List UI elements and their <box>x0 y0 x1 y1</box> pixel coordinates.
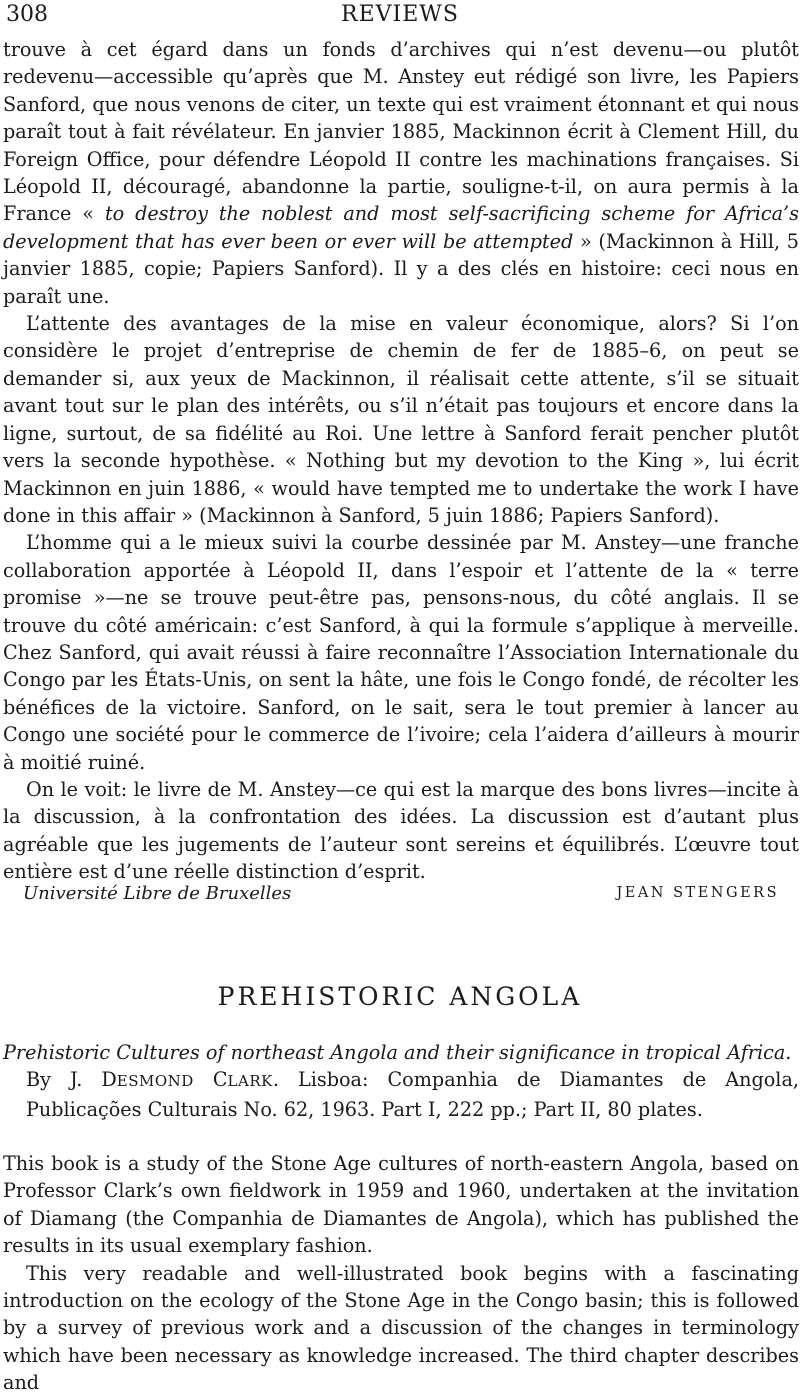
review-2-body <box>3 1150 799 1397</box>
review-1-paragraph-1 <box>3 36 799 310</box>
author-name-smallcaps-2: LARK <box>227 1072 273 1091</box>
book-author <box>70 1068 273 1091</box>
running-header <box>0 0 800 36</box>
english-quotation: to destroy the noblest and most self-sacrificing scheme for Africa’s development that has ever been or ever will be attempted <box>3 202 799 253</box>
author-name-smallcaps-1: ESMOND <box>116 1072 194 1091</box>
book-title: Prehistoric Cultures of northeast Angola and their significance in tropical Africa. <box>3 1041 792 1064</box>
review-1-body <box>3 36 799 886</box>
page-number: 308 <box>6 2 48 27</box>
review-2-paragraph-1: This book is a study of the Stone Age cultures of north-eastern Angola, based on Professor Clark’s own fieldwork in 1959 and 1960, undertaken at the invitation of Diamang (the Companhia de Diamantes de Angola), which has published the results in its usual exemplary fashion. <box>3 1152 799 1258</box>
review-1-paragraph-2: L’attente des avantages de la mise en valeur économique, alors? Si l’on considère le projet d’entreprise de chemin de fer de 1885–6, on peut se demander si, aux yeux de Mackinnon, il réalisait cette attente, s’il se situait avant tout sur le plan des intérêts, ou s’il n’était pas toujours et encore dans la ligne, surtout, de sa fidélité au Roi. Une lettre à Sanford ferait pencher plutôt vers la seconde hypothèse. « Nothing but my devotion to the King », lui écrit Mackinnon en juin 1886, « would have tempted me to undertake the work I have done in this affair » (Mackinnon à Sanford, 5 juin 1886; Papiers Sanford). <box>3 312 799 527</box>
reviewer-affiliation: Université Libre de Bruxelles <box>23 883 292 904</box>
review-1-paragraph-4: On le voit: le livre de M. Anstey—ce qui est la marque des bons livres—incite à la discussion, à la confrontation des idées. La discussion est d’autant plus agréable que les jugements de l’auteur sont sereins et équilibrés. L’œuvre tout entière est d’une réelle distinction d’esprit. <box>3 777 799 884</box>
paragraph-1-end: » (Mackinnon à Hill, 5 janvier 1885, copie; Papiers Sanford). Il y a des clés en histoire: ceci nous en paraît une. <box>3 229 799 308</box>
review-1-paragraph-3: L’homme qui a le mieux suivi la courbe dessinée par M. Anstey—une franche collaboration apportée à Léopold II, dans l’espoir et l’attente de la « terre promise »—ne se trouve peut-être pas, pensons-nous, du côté anglais. Il se trouve du côté américain: c’est Sanford, à qui la formule s’applique à merveille. Chez Sanford, qui avait réussi à faire reconnaître l’Association Internationale du Congo par les États-Unis, on sent la hâte, une fois le Congo fondé, de récolter les bénéfices de la victoire. Sanford, on le sait, sera le tout premier à lancer au Congo une société pour le commerce de l’ivoire; cela l’aidera d’ailleurs à mourir à moitié ruiné. <box>3 531 799 774</box>
book-details <box>3 1066 799 1123</box>
by-label: By <box>26 1068 51 1092</box>
author-initial: J. D <box>70 1068 117 1092</box>
paragraph-1-text: trouve à cet égard dans un fonds d’archives qui n’est devenu—ou plutôt redevenu—accessible qu’après que M. Anstey eut rédigé son livre, les Papiers Sanford, que nous venons de citer, un texte qui est vraiment étonnant et qui nous paraît tout à fait révélateur. En janvier 1885, Mackinnon écrit à Clement Hill, du Foreign Office, pour défendre Léopold II contre les machinations françaises. Si Léopold II, découragé, abandonne la partie, souligne-t-il, on aura permis à la France « <box>3 38 799 226</box>
publication-details: . Lisboa: Companhia de Diamantes de Angola, Publicações Culturais No. 62, 1963. Part I, 222 pp.; Part II, 80 plates. <box>26 1068 799 1121</box>
author-surname-initial: C <box>193 1068 228 1092</box>
section-title: PREHISTORIC ANGOLA <box>217 982 583 1011</box>
review-1-signature <box>23 881 779 909</box>
reviewer-name: JEAN STENGERS <box>616 885 779 901</box>
review-2-paragraph-2: This very readable and well-illustrated book begins with a fascinating introduction on the ecology of the Stone Age in the Congo basin; this is followed by a survey of previous work and a discussion of the changes in terminology which have been necessary as knowledge increased. The third chapter describes and <box>3 1261 799 1395</box>
running-title: REVIEWS <box>341 2 459 27</box>
book-citation <box>3 1039 799 1123</box>
